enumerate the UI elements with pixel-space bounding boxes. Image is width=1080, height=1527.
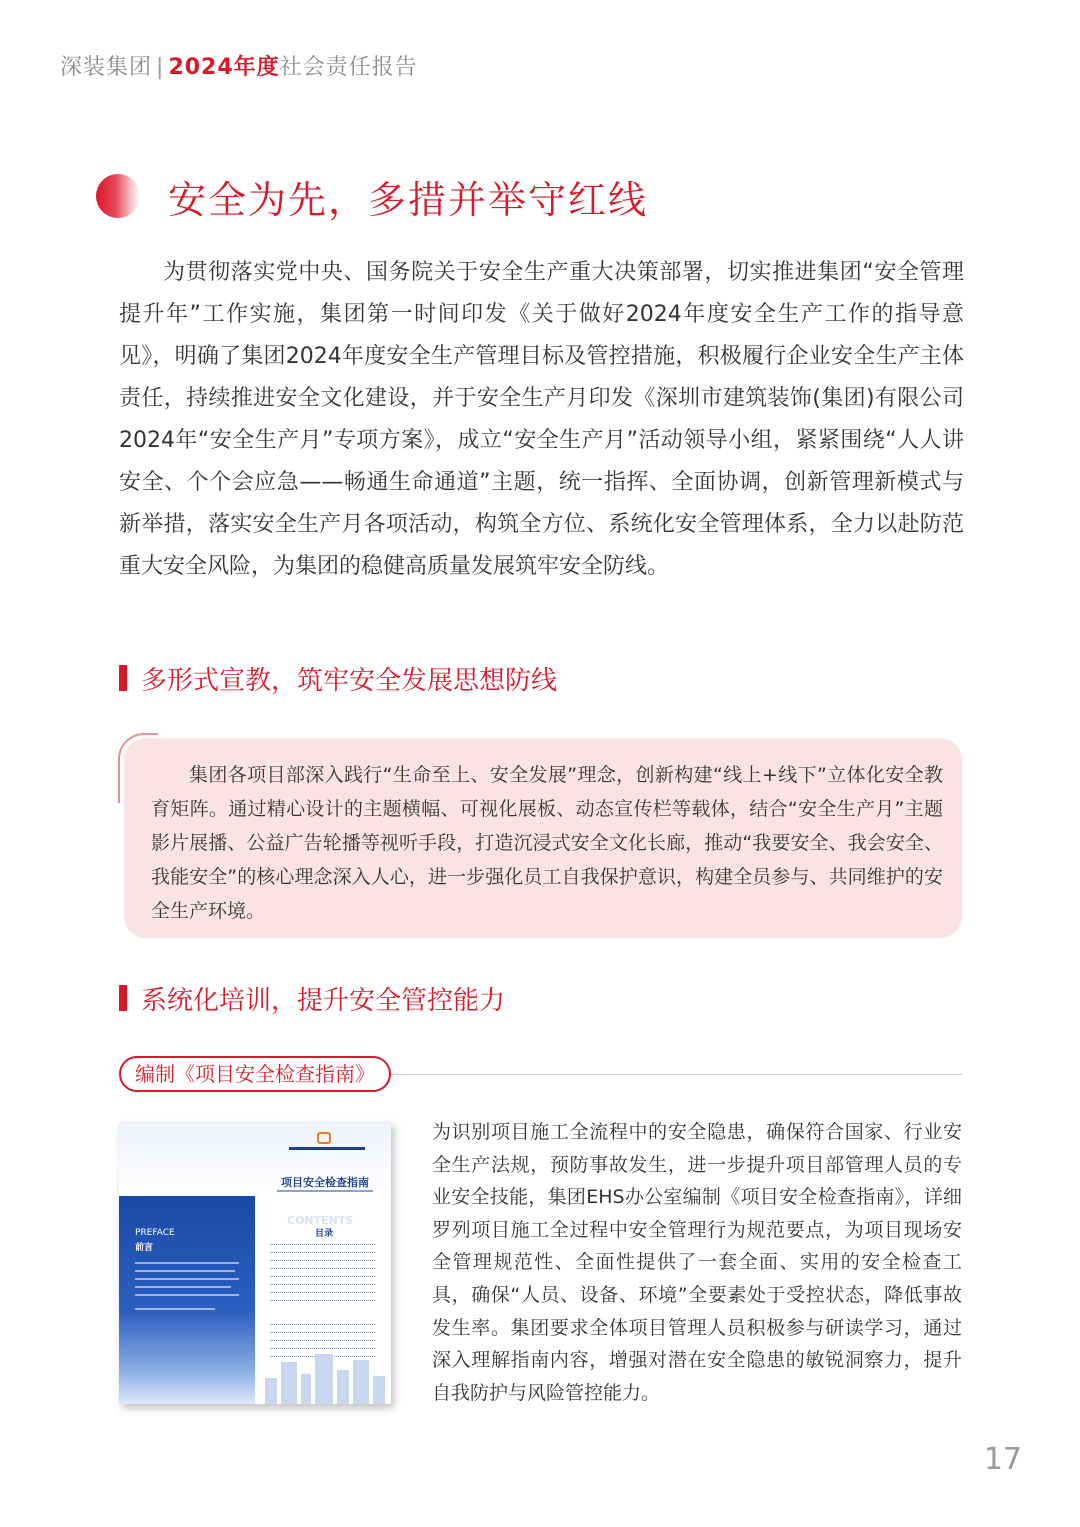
heading-bar-icon [119,665,127,691]
guide-tag: 编制《项目安全检查指南》 [119,1056,391,1092]
city-building [353,1360,369,1404]
toc-line [271,1260,375,1261]
subsection-title-2: 系统化培训，提升安全管控能力 [141,985,506,1016]
book-org-line [289,1147,365,1150]
header-separator: | [156,55,165,80]
book-preface-cn: 前言 [135,1243,154,1253]
city-building [301,1374,311,1404]
preface-text-line [135,1294,239,1296]
report-header [60,50,418,81]
city-building [265,1378,277,1404]
header-org: 深装集团 [60,55,153,80]
city-building [315,1354,333,1404]
intro-paragraph: 为贯彻落实党中央、国务院关于安全生产重大决策部署，切实推进集团“安全管理提升年”工作实施，集团第一时间印发《关于做好2024年度安全生产工作的指导意见》，明确了集团2024年度安全生产管理目标及管控措施，积极履行企业安全生产主体责任，持续推进安全文化建设，并于安全生产月印发《深圳市建筑装饰(集团)有限公司2024年“安全生产月”专项方案》，成立“安全生产月”活动领导小组，紧紧围绕“人人讲安全、个个会应急——畅通生命通道”主题，统一指挥、全面协调，创新管理新模式与新举措，落实安全生产月各项活动，构筑全方位、系统化安全管理体系，全力以赴防范重大安全风险，为集团的稳健高质量发展筑牢安全防线。 [119,260,964,579]
header-year: 2024年度 [168,55,280,80]
city-building [281,1362,297,1404]
toc-line [271,1244,375,1245]
preface-text-line [135,1270,235,1272]
section-title: 安全为先，多措并举守红线 [168,177,649,222]
preface-text-line [135,1286,231,1288]
company-logo-icon [317,1132,331,1144]
toc-line [271,1276,375,1277]
header-report: 社会责任报告 [279,55,418,80]
book-contents-label: CONTENTS [287,1214,354,1227]
toc-line [271,1292,375,1293]
toc-line [271,1348,375,1349]
title-circle-icon [96,174,140,218]
highlight-box-text: 集团各项目部深入践行“生命至上、安全发展”理念，创新构建“线上+线下”立体化安全教育矩阵。通过精心设计的主题横幅、可视化展板、动态宣传栏等载体，结合“安全生产月”主题影片展播、公益广告轮播等视听手段，打造沉浸式安全文化长廊，推动“我要安全、我会安全、我能安全”的核心理念深入人心，进一步强化员工自我保护意识，构建全员参与、共同维护的安全生产环境。 [151,764,943,922]
toc-line [271,1252,375,1253]
heading-bar-icon [119,985,127,1011]
book-subtitle-line [277,1190,373,1192]
preface-text-line [135,1308,215,1310]
book-preface-panel [119,1196,255,1404]
toc-line [271,1284,375,1285]
guide-book-image [119,1122,391,1404]
book-mulu-label: 目录 [315,1229,334,1239]
toc-line [271,1300,375,1301]
tag-divider-line [370,1074,962,1075]
subsection-heading-1 [119,664,558,696]
toc-line [271,1340,375,1341]
section-title-block [96,170,648,222]
subsection-title-1: 多形式宣教，筑牢安全发展思想防线 [141,665,558,696]
subsection-heading-2 [119,984,506,1016]
city-building [373,1376,385,1404]
toc-line [271,1324,375,1325]
guide-description: 为识别项目施工全流程中的安全隐患，确保符合国家、行业安全生产法规，预防事故发生，进一步提升项目部管理人员的专业安全技能，集团EHS办公室编制《项目安全检查指南》，详细罗列项目施工全过程中安全管理行为规范要点，为项目现场安全管理规范性、全面性提供了一套全面、实用的安全检查工具，确保“人员、设备、环境”全要素处于受控状态，降低事故发生率。集团要求全体项目管理人员积极参与研读学习，通过深入理解指南内容，增强对潜在安全隐患的敏锐洞察力，提升自我防护与风险管控能力。 [432,1121,962,1404]
preface-text-line [135,1262,239,1264]
book-title: 项目安全检查指南 [281,1176,369,1189]
page-number: 17 [983,1442,1022,1477]
preface-text-line [135,1278,239,1280]
toc-line [271,1268,375,1269]
book-preface-en: PREFACE [135,1228,175,1238]
city-building [337,1370,349,1404]
toc-line [271,1332,375,1333]
